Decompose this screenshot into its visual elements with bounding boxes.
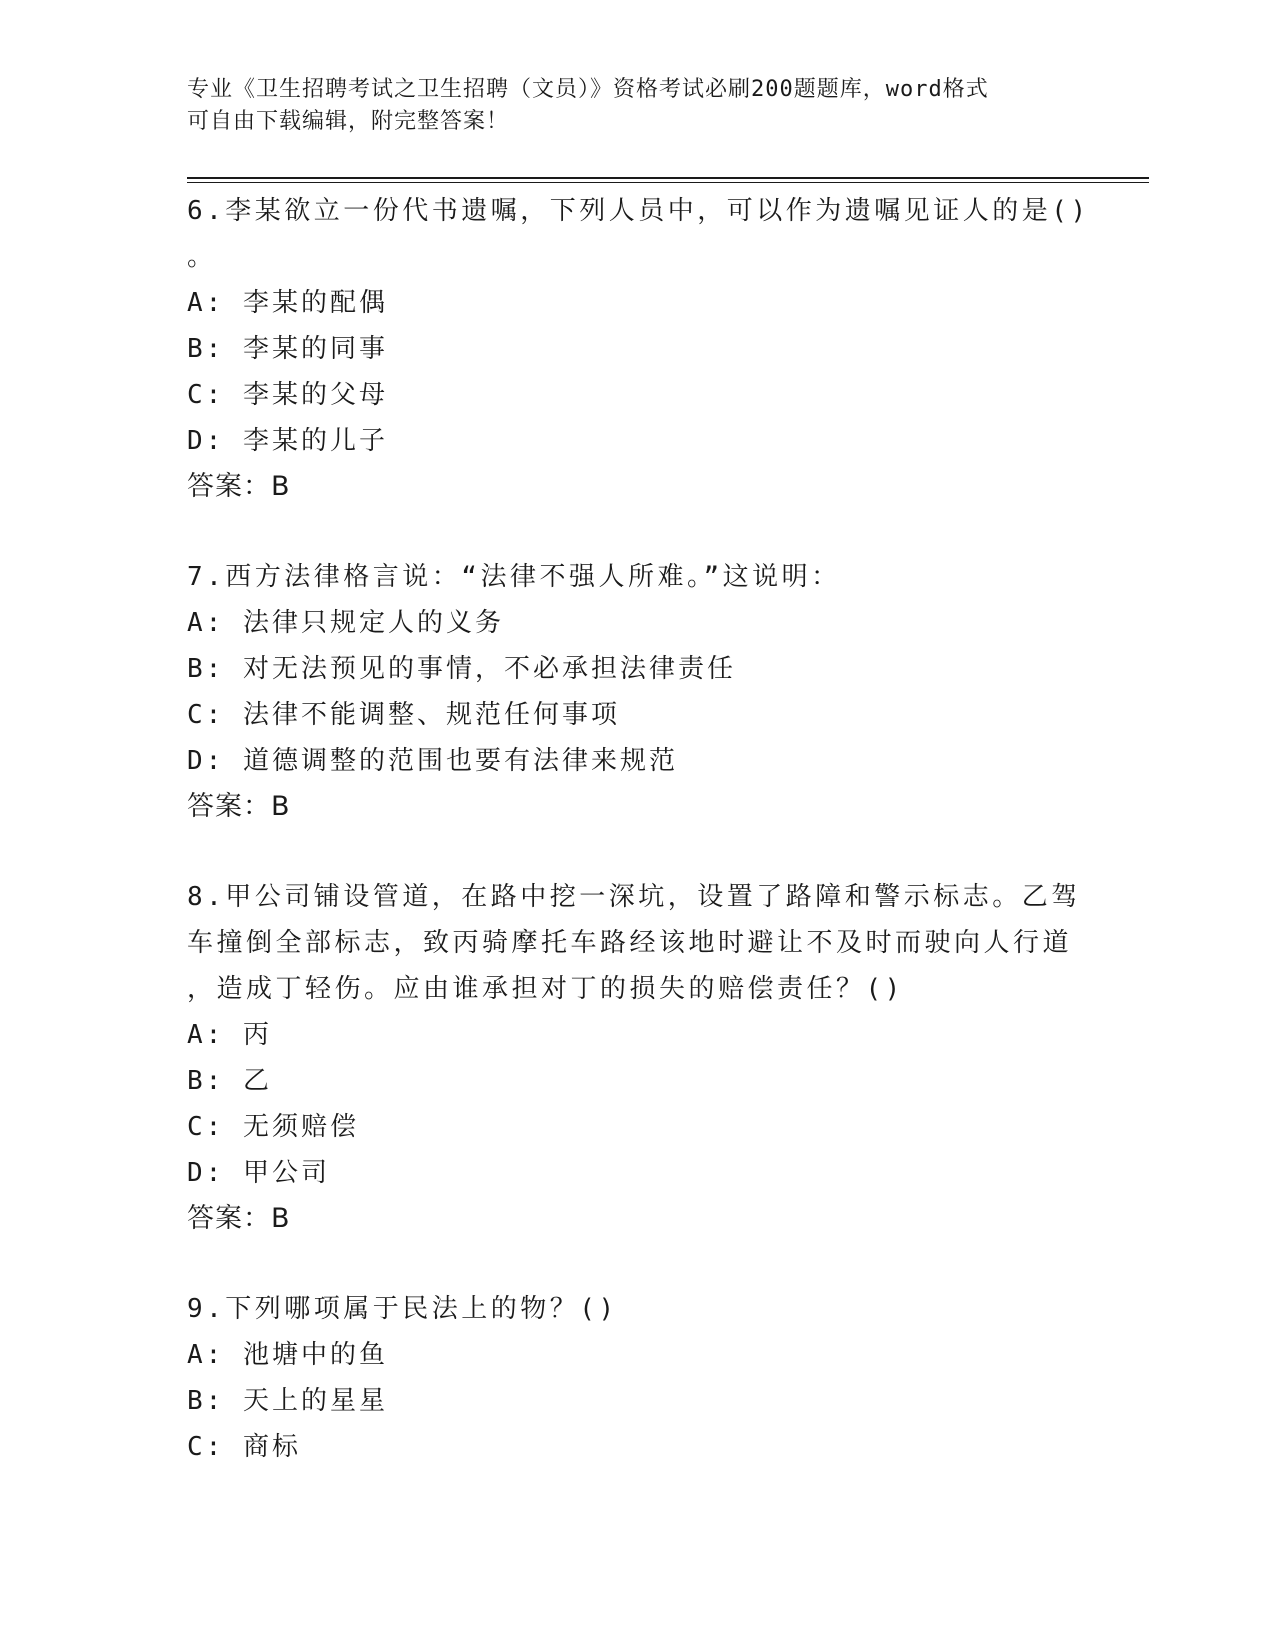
question-6 — [187, 188, 1090, 510]
option-d: D: 道德调整的范围也要有法律来规范 — [187, 746, 678, 776]
option-c: C: 商标 — [187, 1432, 301, 1462]
option-b: B: 天上的星星 — [187, 1386, 388, 1416]
question-text: 9.下列哪项属于民法上的物？() — [187, 1294, 618, 1324]
spacer — [187, 510, 1087, 554]
question-text: ，造成丁轻伤。应由谁承担对丁的损失的赔偿责任？() — [187, 974, 904, 1004]
option-a: A: 池塘中的鱼 — [187, 1340, 388, 1370]
question-text: 7.西方法律格言说：“法律不强人所难。”这说明： — [187, 562, 841, 592]
spacer — [187, 1242, 1087, 1286]
question-text: 8.甲公司铺设管道，在路中挖一深坑，设置了路障和警示标志。乙驾 — [187, 882, 1081, 912]
question-list — [187, 188, 1090, 1470]
header-line-1: 专业《卫生招聘考试之卫生招聘（文员）》资格考试必刷200题题库，word格式 — [187, 77, 989, 102]
header-line-2: 可自由下载编辑，附完整答案！ — [187, 109, 510, 134]
question-8 — [187, 874, 1087, 1242]
option-a: A: 丙 — [187, 1020, 272, 1050]
document-header — [187, 74, 1067, 138]
option-d: D: 李某的儿子 — [187, 426, 388, 456]
question-text: 6.李某欲立一份代书遗嘱，下列人员中，可以作为遗嘱见证人的是() — [187, 196, 1090, 226]
option-a: A: 李某的配偶 — [187, 288, 388, 318]
option-d: D: 甲公司 — [187, 1158, 330, 1188]
spacer — [187, 830, 1087, 874]
question-text: 车撞倒全部标志，致丙骑摩托车路经该地时避让不及时而驶向人行道 — [187, 928, 1073, 958]
option-c: C: 法律不能调整、规范任何事项 — [187, 700, 620, 730]
answer: 答案：B — [187, 791, 291, 822]
option-b: B: 对无法预见的事情，不必承担法律责任 — [187, 654, 736, 684]
option-b: B: 李某的同事 — [187, 334, 388, 364]
option-c: C: 无须赔偿 — [187, 1112, 359, 1142]
option-a: A: 法律只规定人的义务 — [187, 608, 504, 638]
option-b: B: 乙 — [187, 1066, 272, 1096]
option-c: C: 李某的父母 — [187, 380, 388, 410]
question-7 — [187, 554, 1087, 830]
answer: 答案：B — [187, 1203, 291, 1234]
header-divider-thin — [187, 182, 1149, 183]
answer: 答案：B — [187, 471, 291, 502]
header-divider-thick — [187, 177, 1149, 179]
question-9 — [187, 1286, 1087, 1470]
question-text: 。 — [187, 242, 217, 272]
